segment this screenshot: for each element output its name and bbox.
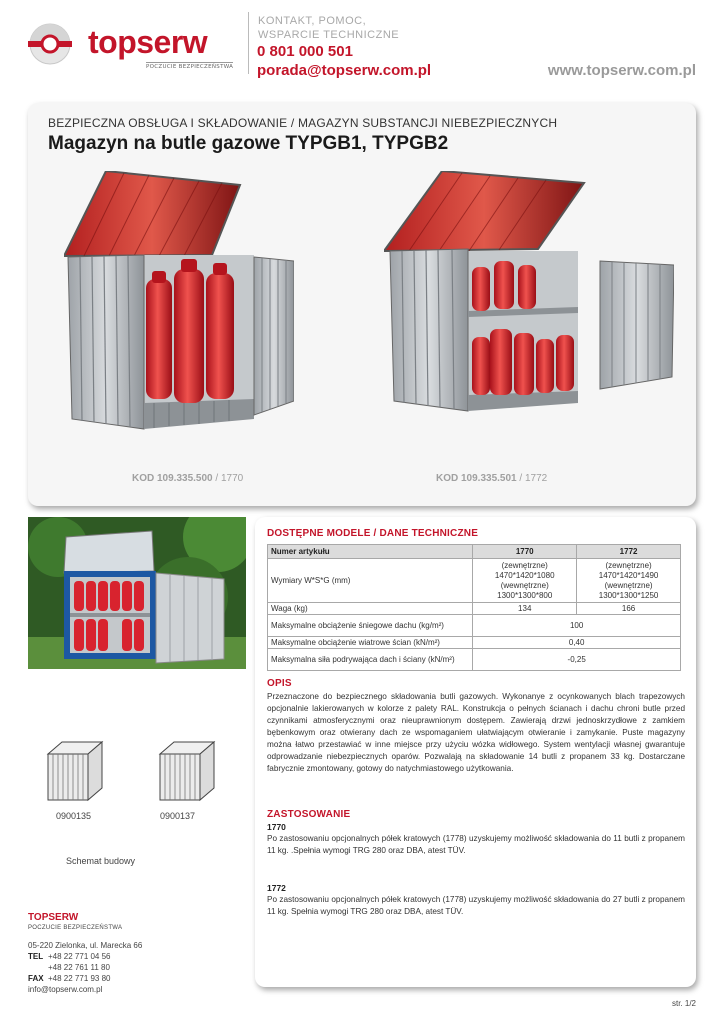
schema-drawing-0900137 [156, 740, 218, 802]
table-row: Waga (kg) 134 166 [268, 603, 681, 615]
usage-heading-1772: 1772 [267, 883, 286, 893]
table-row: Maksymalne obciążenie wiatrowe ścian (kN/m²) 0,40 [268, 637, 681, 649]
usage-text-1772: Po zastosowaniu opcjonalnych półek kratowych (1778) uzyskujemy możliwość składowania do 27 butli z propanem 11 kg. Spełnia wymogi TRG 280 oraz DBA, atest TÜV. [267, 895, 685, 916]
company-tel-1: TEL +48 22 771 04 56 [28, 952, 111, 961]
description-title: OPIS [267, 678, 292, 689]
product-photo-1770 [64, 171, 294, 433]
spec-panel [255, 517, 696, 987]
company-tagline: POCZUCIE BEZPIECZEŃSTWA [28, 925, 123, 931]
schema-code-2: 0900137 [160, 811, 196, 821]
brand-tagline: POCZUCIE BEZPIECZEŃSTWA [146, 64, 234, 70]
page-title: Magazyn na butle gazowe TYPGB1, TYPGB2 [48, 133, 449, 154]
usage-title: ZASTOSOWANIE [267, 809, 351, 820]
table-row: Wymiary W*S*G (mm) (zewnętrzne) 1470*1420*1080 (wewnętrzne) 1300*1300*800 (zewnętrzne) 1470*1420*1490 (wewnętrzne) 1300*1300*1250 [268, 559, 681, 603]
brand-logo [28, 22, 248, 72]
breadcrumb: BEZPIECZNA OBSŁUGA I SKŁADOWANIE / MAGAZYN SUBSTANCJI NIEBEZPIECZNYCH [48, 116, 558, 130]
spec-table [267, 544, 681, 671]
table-row: Maksymalna siła podrywająca dach i ściany (kN/m²) -0,25 [268, 649, 681, 671]
table-header-row: Numer artykułu 1770 1772 [268, 545, 681, 559]
contact-label: KONTAKT, POMOC, WSPARCIE TECHNICZNE [258, 15, 400, 41]
contact-phone[interactable]: 0 801 000 501 [257, 43, 353, 60]
schema-code-1: 0900135 [56, 811, 92, 821]
contact-email[interactable]: porada@topserw.com.pl [257, 62, 432, 79]
table-row: Maksymalne obciążenie śniegowe dachu (kg/m²) 100 [268, 615, 681, 637]
product-code-1770: KOD 109.335.500 / 1770 [132, 473, 244, 484]
usage-heading-1770: 1770 [267, 822, 286, 832]
specs-title: DOSTĘPNE MODELE / DANE TECHNICZNE [267, 528, 479, 539]
product-panel [28, 103, 696, 506]
company-contact [28, 912, 142, 995]
logo-mark-icon [28, 22, 72, 66]
website-link[interactable]: www.topserw.com.pl [547, 62, 696, 79]
company-address: 05-220 Zielonka, ul. Marecka 66 [28, 941, 143, 950]
schema-caption: Schemat budowy [66, 856, 136, 866]
schema-drawing-0900135 [44, 740, 106, 802]
company-tel-2[interactable]: +48 22 761 11 80 [48, 963, 110, 972]
usage-text-1770: Po zastosowaniu opcjonalnych półek kratowych (1778) uzyskujemy możliwość składowania do 11 butli z propanem 11 kg. .Spełnia wymogi TRG 280 oraz DBA, atest TÜV. [267, 834, 685, 855]
product-code-1772: KOD 109.335.501 / 1772 [436, 473, 548, 484]
brand-name: topserw [88, 24, 208, 60]
product-photo-1772 [384, 171, 674, 433]
company-fax: FAX +48 22 771 93 80 [28, 974, 111, 983]
header-divider [248, 12, 249, 74]
description-text: Przeznaczone do bezpiecznego składowania butli gazowych. Wykonanye z ocynkowanych blach trapezowych opcjonalnie lakierowanych w kolorze z palety RAL. Konstrukcja o pełnych ścianach i dachu chroni butle przed czynnikami atmosferycznymi oraz nieuprawnionym dostępem. Zawierają drzwi jednoskrzydłowe z zamkiem bębenkowym oraz otwierany dach ze wspomaganiem ułatwiającym otwieranie i zamykanie. Puste magazyny można łatwo przestawiać w inne miejsce przy użyciu wózka widłowego. System wentylacji własnej gwarantuje odprowadzanie niebezpiecznych oparów. Pozwalają na składowanie 14 butli z propanem 33 kg. Dostarczane fabrycznie zmontowany, gotowy do natychmiastowego użytkowania. [267, 692, 685, 773]
company-email[interactable]: info@topserw.com.pl [28, 985, 103, 994]
company-name: TOPSERW [28, 912, 79, 923]
page-number: str. 1/2 [671, 999, 696, 1008]
outdoor-photo [28, 517, 246, 669]
